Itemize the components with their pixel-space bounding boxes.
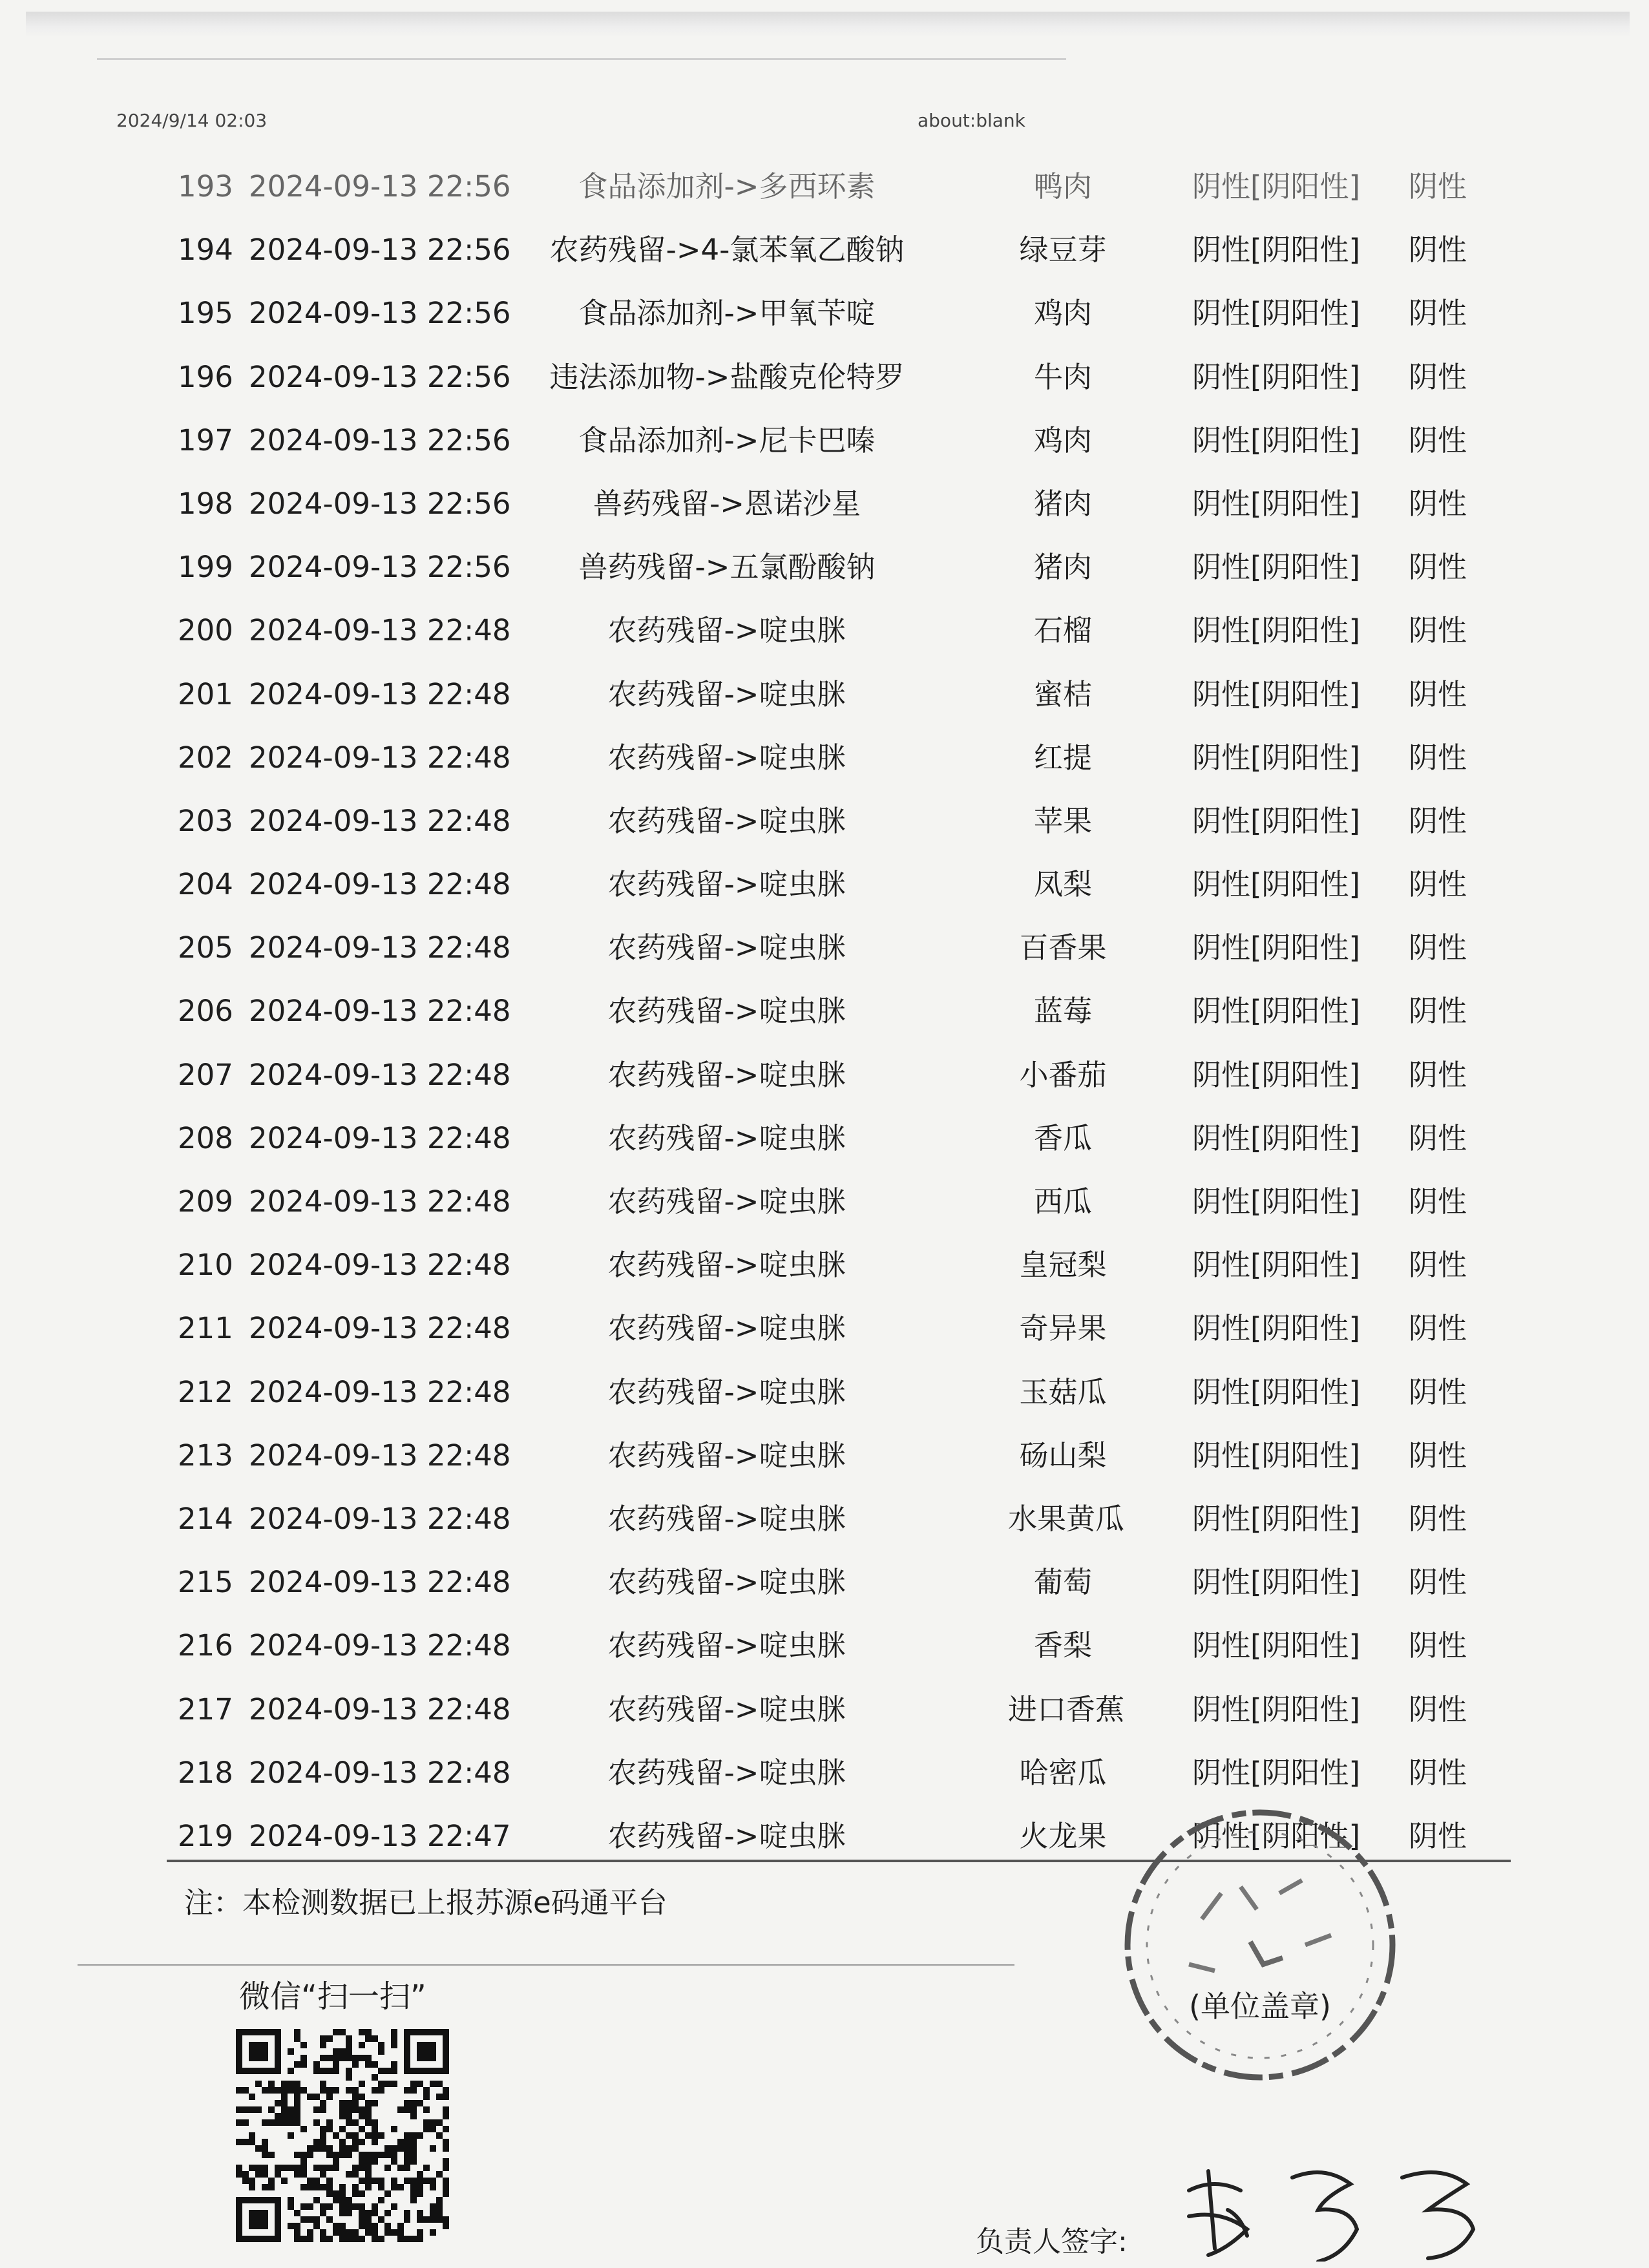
row-number: 211 [178, 1311, 233, 1346]
row-judgement: 阴性 [1409, 296, 1467, 331]
table-row [162, 853, 1518, 916]
row-number: 208 [178, 1120, 233, 1155]
row-sample: 蓝莓 [1033, 994, 1092, 1029]
row-number: 198 [178, 486, 233, 521]
row-time: 2024-09-13 22:56 [249, 169, 511, 204]
row-result: 阴性[阴阳性] [1192, 740, 1361, 775]
row-test-item: 农药残留->啶虫脒 [607, 867, 846, 902]
row-result: 阴性[阴阳性] [1192, 1438, 1361, 1473]
row-test-item: 农药残留->啶虫脒 [607, 1501, 846, 1536]
row-judgement: 阴性 [1409, 1374, 1467, 1409]
row-sample: 奇异果 [1019, 1311, 1107, 1346]
row-result: 阴性[阴阳性] [1192, 677, 1361, 711]
row-judgement: 阴性 [1409, 677, 1467, 711]
row-time: 2024-09-13 22:48 [249, 1184, 511, 1219]
row-time: 2024-09-13 22:48 [249, 1628, 511, 1663]
row-sample: 鸡肉 [1033, 423, 1092, 457]
row-result: 阴性[阴阳性] [1192, 233, 1361, 268]
row-test-item: 食品添加剂->尼卡巴嗪 [578, 423, 876, 457]
row-judgement: 阴性 [1409, 1120, 1467, 1155]
row-sample: 牛肉 [1033, 359, 1092, 394]
row-result: 阴性[阴阳性] [1192, 613, 1361, 648]
row-test-item: 农药残留->啶虫脒 [607, 930, 846, 965]
table-row [162, 282, 1518, 345]
row-time: 2024-09-13 22:48 [249, 1692, 511, 1727]
row-judgement: 阴性 [1409, 169, 1467, 204]
table-row [162, 726, 1518, 790]
upload-note: 注：本检测数据已上报苏源e码通平台 [184, 1885, 667, 1920]
row-time: 2024-09-13 22:48 [249, 1565, 511, 1600]
row-test-item: 农药残留->啶虫脒 [607, 1755, 846, 1790]
row-time: 2024-09-13 22:48 [249, 1120, 511, 1155]
row-result: 阴性[阴阳性] [1192, 1628, 1361, 1663]
row-result: 阴性[阴阳性] [1192, 1311, 1361, 1346]
row-number: 197 [178, 423, 233, 457]
row-judgement: 阴性 [1409, 1818, 1467, 1853]
row-time: 2024-09-13 22:48 [249, 1311, 511, 1346]
row-sample: 猪肉 [1033, 486, 1092, 521]
row-judgement: 阴性 [1409, 1565, 1467, 1600]
row-result: 阴性[阴阳性] [1192, 1248, 1361, 1283]
print-header [116, 110, 1538, 136]
row-result: 阴性[阴阳性] [1192, 423, 1361, 457]
scan-top-edge [26, 12, 1630, 37]
row-result: 阴性[阴阳性] [1192, 1120, 1361, 1155]
row-number: 205 [178, 930, 233, 965]
row-time: 2024-09-13 22:48 [249, 677, 511, 711]
row-test-item: 兽药残留->恩诺沙星 [593, 486, 861, 521]
row-test-item: 违法添加物->盐酸克伦特罗 [549, 359, 905, 394]
row-test-item: 农药残留->啶虫脒 [607, 994, 846, 1029]
table-row [162, 980, 1518, 1043]
table-row [162, 1678, 1518, 1741]
row-time: 2024-09-13 22:48 [249, 803, 511, 838]
row-test-item: 农药残留->啶虫脒 [607, 1628, 846, 1663]
row-number: 215 [178, 1565, 233, 1600]
row-sample: 百香果 [1019, 930, 1107, 965]
table-row [162, 790, 1518, 853]
row-judgement: 阴性 [1409, 1248, 1467, 1283]
table-row [162, 1107, 1518, 1170]
row-sample: 鸭肉 [1033, 169, 1092, 204]
row-sample: 进口香蕉 [1008, 1692, 1125, 1727]
row-judgement: 阴性 [1409, 930, 1467, 965]
section-divider [78, 1964, 1014, 1966]
row-number: 207 [178, 1057, 233, 1092]
row-judgement: 阴性 [1409, 803, 1467, 838]
row-judgement: 阴性 [1409, 233, 1467, 268]
table-row [162, 916, 1518, 980]
row-sample: 石榴 [1033, 613, 1092, 648]
row-judgement: 阴性 [1409, 613, 1467, 648]
table-row [162, 346, 1518, 409]
row-time: 2024-09-13 22:48 [249, 867, 511, 902]
row-time: 2024-09-13 22:48 [249, 740, 511, 775]
signature-label: 负责人签字: [976, 2225, 1128, 2258]
row-sample: 绿豆芽 [1019, 233, 1107, 268]
row-time: 2024-09-13 22:48 [249, 1057, 511, 1092]
row-test-item: 农药残留->啶虫脒 [607, 1120, 846, 1155]
row-result: 阴性[阴阳性] [1192, 930, 1361, 965]
row-test-item: 食品添加剂->多西环素 [578, 169, 876, 204]
table-row [162, 1361, 1518, 1424]
row-judgement: 阴性 [1409, 1501, 1467, 1536]
row-time: 2024-09-13 22:48 [249, 1374, 511, 1409]
row-result: 阴性[阴阳性] [1192, 867, 1361, 902]
row-test-item: 农药残留->啶虫脒 [607, 1248, 846, 1283]
row-number: 213 [178, 1438, 233, 1473]
results-table [162, 155, 1518, 1868]
row-sample: 小番茄 [1019, 1057, 1107, 1092]
table-row [162, 1424, 1518, 1487]
row-judgement: 阴性 [1409, 994, 1467, 1029]
row-result: 阴性[阴阳性] [1192, 486, 1361, 521]
scan-artifact-line [97, 58, 1066, 60]
row-number: 210 [178, 1248, 233, 1283]
row-result: 阴性[阴阳性] [1192, 1057, 1361, 1092]
row-number: 204 [178, 867, 233, 902]
row-number: 195 [178, 296, 233, 331]
row-test-item: 农药残留->啶虫脒 [607, 613, 846, 648]
row-sample: 猪肉 [1033, 550, 1092, 585]
row-judgement: 阴性 [1409, 1628, 1467, 1663]
row-number: 200 [178, 613, 233, 648]
row-test-item: 兽药残留->五氯酚酸钠 [578, 550, 876, 585]
row-number: 203 [178, 803, 233, 838]
row-number: 199 [178, 550, 233, 585]
row-number: 193 [178, 169, 233, 204]
row-judgement: 阴性 [1409, 740, 1467, 775]
row-time: 2024-09-13 22:48 [249, 1501, 511, 1536]
row-judgement: 阴性 [1409, 1057, 1467, 1092]
table-row [162, 1044, 1518, 1107]
row-sample: 香梨 [1033, 1628, 1092, 1663]
row-judgement: 阴性 [1409, 1311, 1467, 1346]
row-test-item: 农药残留->啶虫脒 [607, 803, 846, 838]
row-result: 阴性[阴阳性] [1192, 1565, 1361, 1600]
row-judgement: 阴性 [1409, 550, 1467, 585]
row-judgement: 阴性 [1409, 359, 1467, 394]
row-sample: 葡萄 [1033, 1565, 1092, 1600]
row-result: 阴性[阴阳性] [1192, 296, 1361, 331]
row-sample: 西瓜 [1033, 1184, 1092, 1219]
row-result: 阴性[阴阳性] [1192, 1692, 1361, 1727]
row-time: 2024-09-13 22:48 [249, 1755, 511, 1790]
row-test-item: 农药残留->啶虫脒 [607, 677, 846, 711]
row-number: 218 [178, 1755, 233, 1790]
row-judgement: 阴性 [1409, 1755, 1467, 1790]
row-result: 阴性[阴阳性] [1192, 803, 1361, 838]
table-row [162, 1741, 1518, 1805]
row-sample: 红提 [1033, 740, 1092, 775]
row-result: 阴性[阴阳性] [1192, 359, 1361, 394]
row-number: 216 [178, 1628, 233, 1663]
table-row [162, 1234, 1518, 1297]
row-number: 202 [178, 740, 233, 775]
row-result: 阴性[阴阳性] [1192, 994, 1361, 1029]
qr-code-icon [233, 2029, 452, 2242]
table-row [162, 1487, 1518, 1551]
row-time: 2024-09-13 22:56 [249, 233, 511, 268]
row-test-item: 农药残留->啶虫脒 [607, 1374, 846, 1409]
row-time: 2024-09-13 22:47 [249, 1818, 511, 1853]
row-test-item: 农药残留->啶虫脒 [607, 1184, 846, 1219]
row-result: 阴性[阴阳性] [1192, 169, 1361, 204]
row-judgement: 阴性 [1409, 486, 1467, 521]
row-time: 2024-09-13 22:48 [249, 613, 511, 648]
row-number: 214 [178, 1501, 233, 1536]
row-test-item: 农药残留->啶虫脒 [607, 1057, 846, 1092]
row-sample: 哈密瓜 [1019, 1755, 1107, 1790]
row-test-item: 农药残留->啶虫脒 [607, 1818, 846, 1853]
stamp-label: (单位盖章) [1189, 1989, 1331, 2024]
table-row [162, 155, 1518, 218]
table-row [162, 663, 1518, 726]
row-test-item: 农药残留->啶虫脒 [607, 1438, 846, 1473]
row-test-item: 农药残留->啶虫脒 [607, 1692, 846, 1727]
row-time: 2024-09-13 22:56 [249, 359, 511, 394]
row-test-item: 农药残留->啶虫脒 [607, 740, 846, 775]
row-number: 196 [178, 359, 233, 394]
row-sample: 鸡肉 [1033, 296, 1092, 331]
table-row [162, 1551, 1518, 1614]
row-test-item: 农药残留->啶虫脒 [607, 1565, 846, 1600]
row-sample: 苹果 [1033, 803, 1092, 838]
table-row [162, 218, 1518, 282]
table-row [162, 1297, 1518, 1360]
row-result: 阴性[阴阳性] [1192, 550, 1361, 585]
official-seal-icon [1111, 1796, 1409, 2094]
row-result: 阴性[阴阳性] [1192, 1755, 1361, 1790]
row-test-item: 农药残留->啶虫脒 [607, 1311, 846, 1346]
row-time: 2024-09-13 22:48 [249, 930, 511, 965]
handwritten-signature-icon [1170, 2152, 1506, 2262]
row-number: 201 [178, 677, 233, 711]
row-judgement: 阴性 [1409, 423, 1467, 457]
table-row [162, 472, 1518, 536]
row-result: 阴性[阴阳性] [1192, 1501, 1361, 1536]
row-sample: 火龙果 [1019, 1818, 1107, 1853]
row-sample: 蜜桔 [1033, 677, 1092, 711]
table-row [162, 599, 1518, 662]
row-sample: 砀山梨 [1019, 1438, 1107, 1473]
row-result: 阴性[阴阳性] [1192, 1818, 1361, 1853]
row-judgement: 阴性 [1409, 867, 1467, 902]
row-result: 阴性[阴阳性] [1192, 1374, 1361, 1409]
row-number: 219 [178, 1818, 233, 1853]
row-number: 209 [178, 1184, 233, 1219]
row-number: 194 [178, 233, 233, 268]
row-judgement: 阴性 [1409, 1692, 1467, 1727]
row-sample: 香瓜 [1033, 1120, 1092, 1155]
row-time: 2024-09-13 22:56 [249, 550, 511, 585]
row-test-item: 食品添加剂->甲氧苄啶 [578, 296, 876, 331]
print-url: about:blank [918, 110, 1025, 131]
row-time: 2024-09-13 22:48 [249, 1438, 511, 1473]
print-timestamp: 2024/9/14 02:03 [116, 110, 268, 131]
row-judgement: 阴性 [1409, 1438, 1467, 1473]
table-row [162, 1170, 1518, 1234]
row-test-item: 农药残留->4-氯苯氧乙酸钠 [549, 233, 905, 268]
row-time: 2024-09-13 22:56 [249, 486, 511, 521]
table-row [162, 409, 1518, 472]
row-sample: 水果黄瓜 [1008, 1501, 1125, 1536]
row-result: 阴性[阴阳性] [1192, 1184, 1361, 1219]
table-row [162, 1614, 1518, 1677]
row-time: 2024-09-13 22:56 [249, 296, 511, 331]
table-row [162, 536, 1518, 599]
row-sample: 玉菇瓜 [1019, 1374, 1107, 1409]
row-number: 217 [178, 1692, 233, 1727]
row-time: 2024-09-13 22:48 [249, 1248, 511, 1283]
row-sample: 凤梨 [1033, 867, 1092, 902]
qr-caption: 微信“扫一扫” [239, 1979, 426, 2015]
row-time: 2024-09-13 22:48 [249, 994, 511, 1029]
row-number: 212 [178, 1374, 233, 1409]
row-number: 206 [178, 994, 233, 1029]
row-judgement: 阴性 [1409, 1184, 1467, 1219]
row-sample: 皇冠梨 [1019, 1248, 1107, 1283]
row-time: 2024-09-13 22:56 [249, 423, 511, 457]
